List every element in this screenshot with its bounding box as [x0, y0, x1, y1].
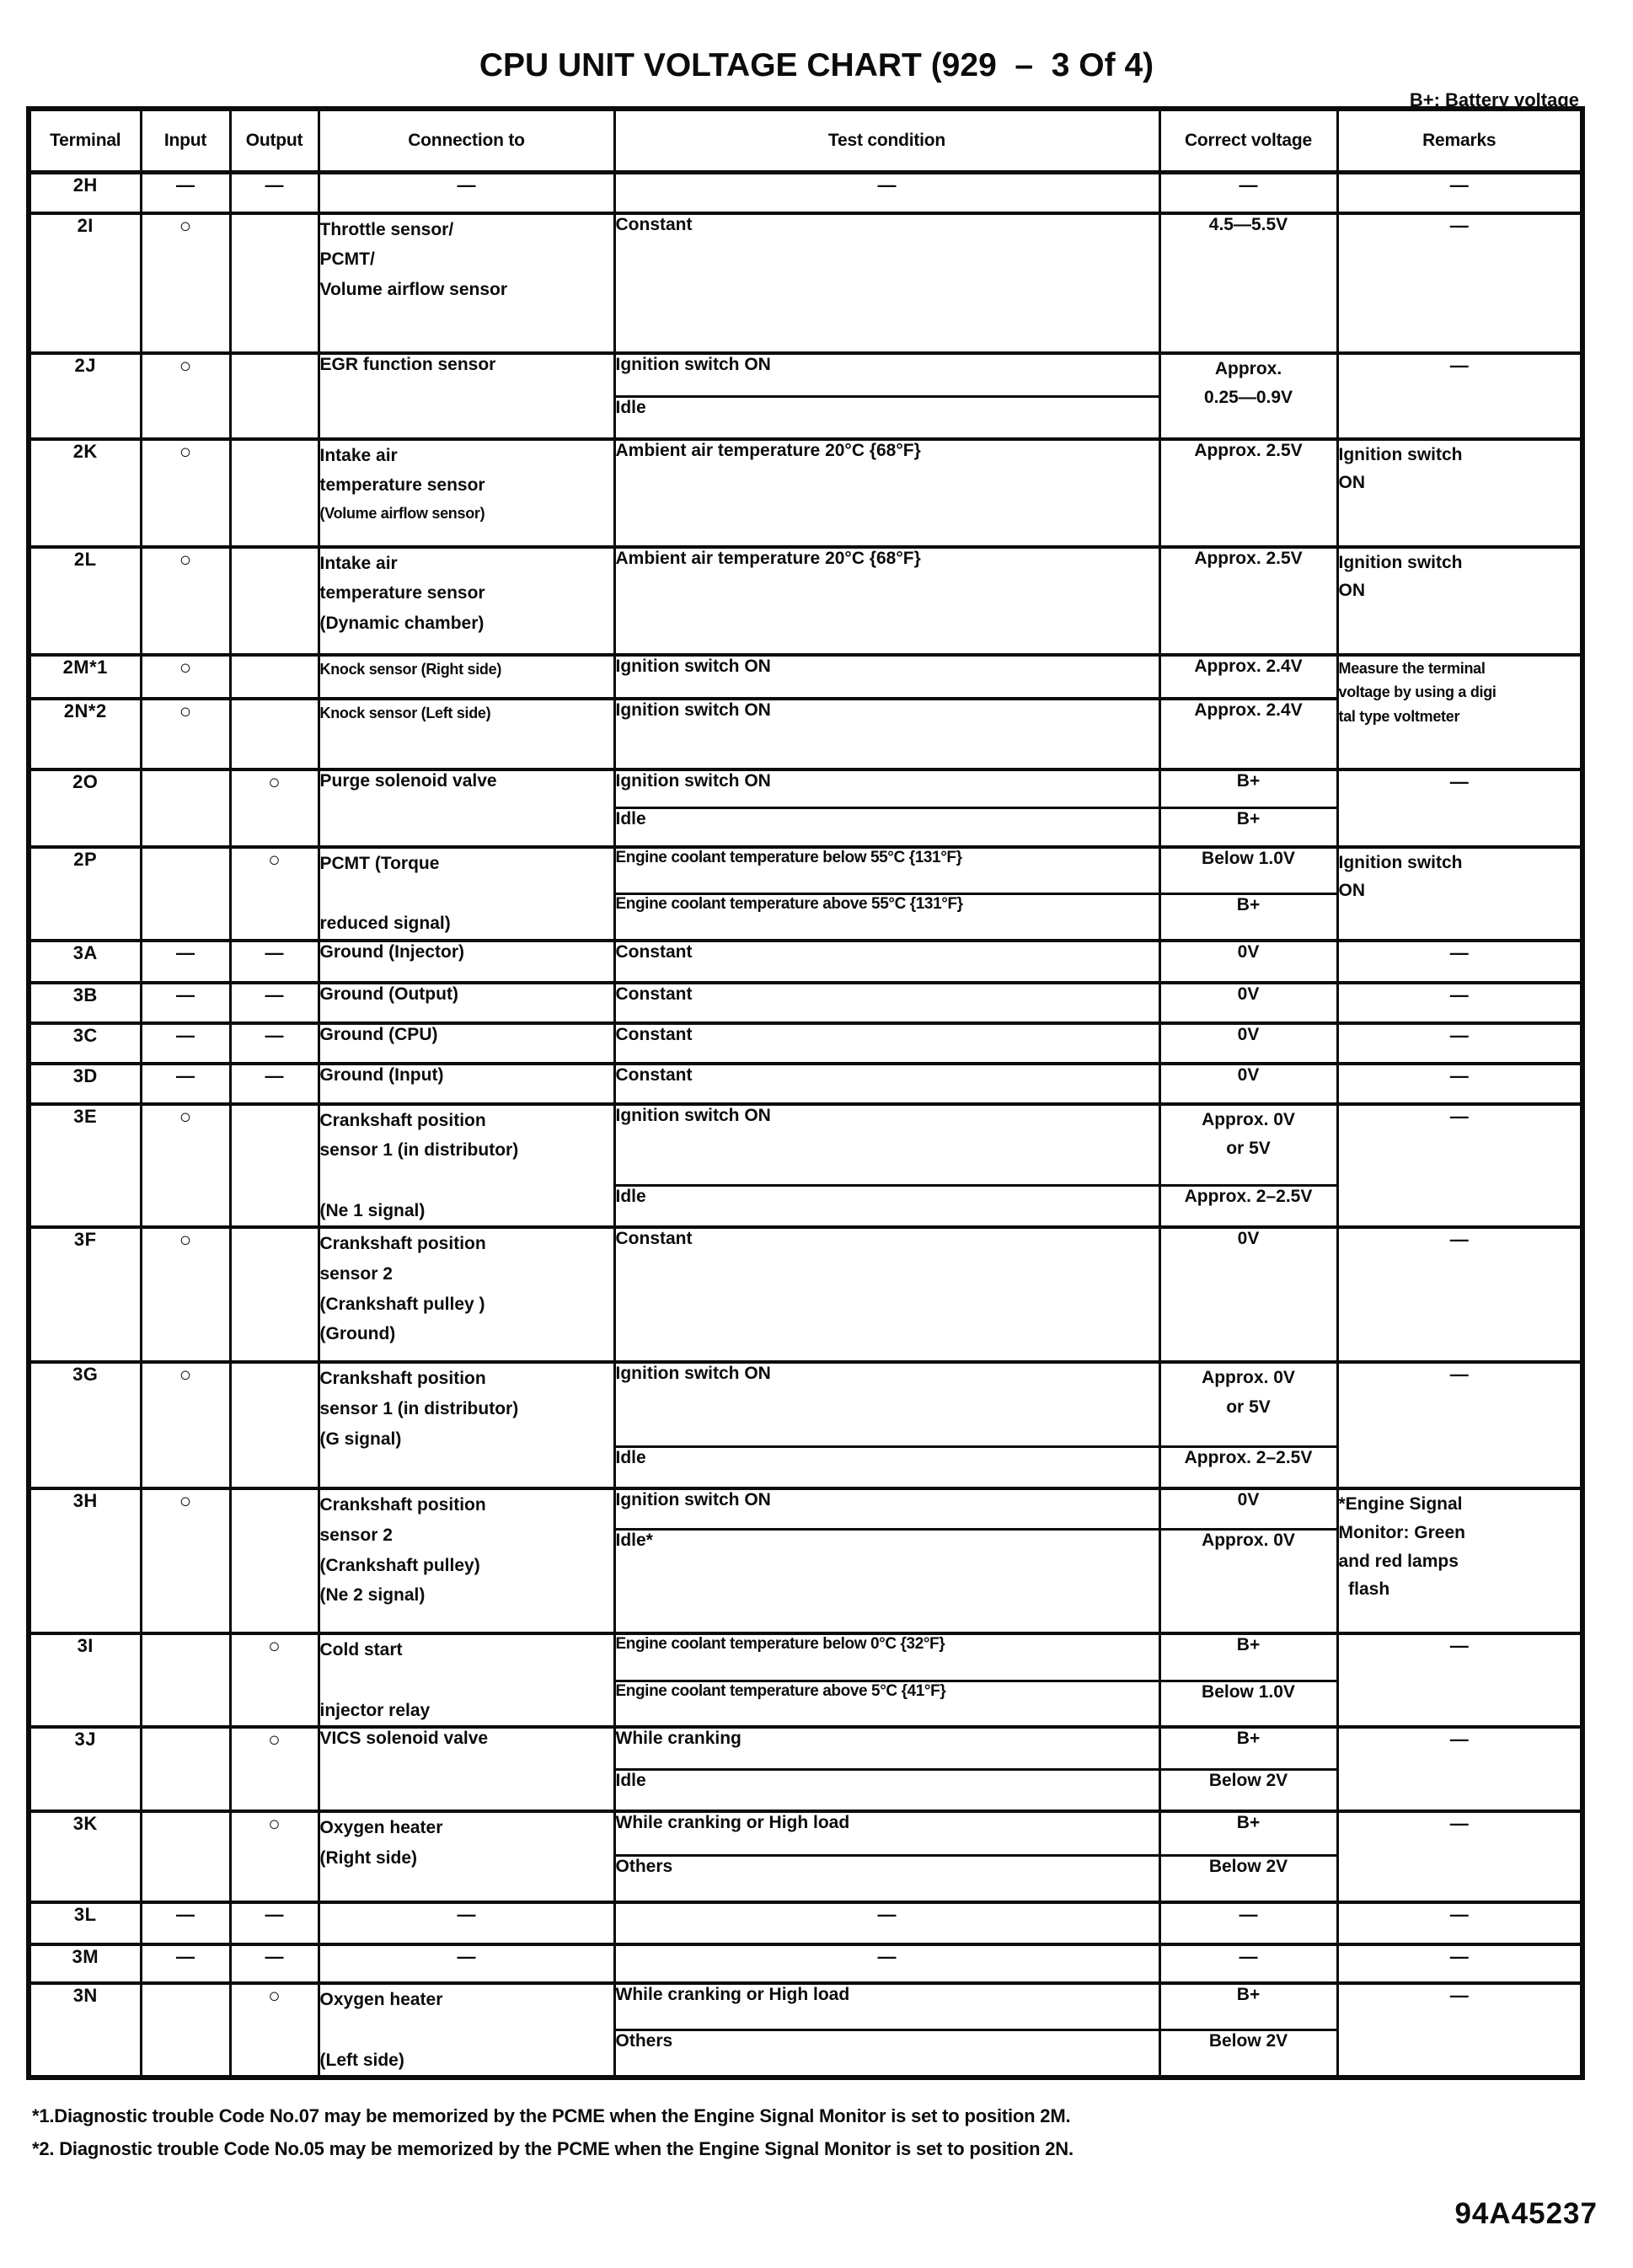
connection-cell [319, 1227, 614, 1362]
table-row [29, 1633, 1582, 1681]
table-row [29, 1227, 1582, 1362]
voltage-cell: 0V [1159, 1023, 1337, 1064]
col-header-correct-voltage: Correct voltage [1159, 109, 1337, 173]
cell-line: or 5V [1226, 1139, 1271, 1159]
footnotes [32, 2105, 1633, 2160]
footnote-2: *2. Diagnostic trouble Code No.05 may be memorized by the PCME when the Engine Signal Monitor is set to position 2N. [32, 2138, 1073, 2160]
voltage-cell: Approx. 2.4V [1159, 699, 1337, 769]
input-mark-cell [141, 769, 230, 847]
cell-line: and red lamps [1338, 1551, 1459, 1571]
condition-cell: While cranking or High load [614, 1983, 1159, 2029]
output-mark-cell [230, 1488, 319, 1633]
remarks-cell: — [1337, 1902, 1582, 1944]
voltage-cell: 0V [1159, 1064, 1337, 1104]
cell-line: injector relay [319, 1700, 431, 1720]
cell-line: sensor 2 [319, 1264, 393, 1284]
condition-cell: Idle [614, 1446, 1159, 1488]
condition-cell: Constant [614, 1023, 1159, 1064]
voltage-cell [1159, 1104, 1337, 1186]
voltage-cell: B+ [1159, 893, 1337, 941]
voltage-cell: Below 2V [1159, 1769, 1337, 1811]
footnote-1: *1.Diagnostic trouble Code No.07 may be memorized by the PCME when the Engine Signal Monitor is set to position 2M. [32, 2105, 1071, 2127]
connection-cell: Ground (Input) [319, 1064, 614, 1104]
input-mark-cell: ○ [141, 655, 230, 699]
connection-cell: — [319, 173, 614, 213]
condition-cell: Others [614, 1855, 1159, 1902]
condition-cell: While cranking or High load [614, 1811, 1159, 1855]
output-mark-cell: ○ [230, 1811, 319, 1902]
cell-line: temperature sensor [319, 475, 485, 496]
condition-cell: Ignition switch ON [614, 1362, 1159, 1446]
output-mark-cell [230, 1104, 319, 1228]
condition-cell: Constant [614, 1227, 1159, 1362]
condition-cell: Engine coolant temperature below 0°C {32°F} [614, 1633, 1159, 1681]
connection-cell [319, 1104, 614, 1228]
voltage-cell: 0V [1159, 983, 1337, 1023]
cell-line: ON [1338, 473, 1365, 493]
remarks-cell: — [1337, 1227, 1582, 1362]
connection-cell [319, 1983, 614, 2078]
input-mark-cell: — [141, 941, 230, 983]
condition-cell: Ignition switch ON [614, 699, 1159, 769]
condition-cell: Ignition switch ON [614, 1488, 1159, 1529]
remarks-cell: — [1337, 1983, 1582, 2078]
cell-line: Volume airflow sensor [319, 279, 507, 299]
voltage-cell [1159, 353, 1337, 439]
connection-cell: — [319, 1902, 614, 1944]
voltage-table-body [29, 173, 1582, 2078]
output-mark-cell [230, 655, 319, 699]
cell-line: voltage by using a digi [1338, 684, 1496, 701]
table-row [29, 847, 1582, 894]
cell-line: Ignition switch [1338, 852, 1463, 872]
input-mark-cell [141, 1633, 230, 1727]
cell-line [320, 1665, 613, 1696]
condition-cell: — [614, 1944, 1159, 1983]
connection-cell: — [319, 1944, 614, 1983]
output-mark-cell: — [230, 1902, 319, 1944]
condition-cell: Others [614, 2029, 1159, 2078]
condition-cell: Idle [614, 397, 1159, 439]
input-mark-cell: ○ [141, 353, 230, 439]
cell-line: Throttle sensor/ [319, 219, 454, 239]
cell-line: PCMT/ [319, 249, 375, 270]
output-mark-cell [230, 699, 319, 769]
cell-line: (Right side) [319, 1848, 417, 1869]
condition-cell: — [614, 1902, 1159, 1944]
terminal-cell: 3B [29, 983, 141, 1023]
input-mark-cell: — [141, 173, 230, 213]
remarks-cell: — [1337, 1023, 1582, 1064]
table-row [29, 983, 1582, 1023]
remarks-cell: — [1337, 983, 1582, 1023]
cell-line: (Crankshaft pulley ) [319, 1294, 485, 1314]
cell-line: (Ne 2 signal) [319, 1585, 426, 1606]
terminal-cell: 3F [29, 1227, 141, 1362]
cell-line: Cold start [319, 1640, 403, 1660]
terminal-cell: 2I [29, 213, 141, 353]
remarks-cell [1337, 1488, 1582, 1633]
connection-cell: Ground (CPU) [319, 1023, 614, 1064]
cell-line [320, 1166, 613, 1196]
condition-cell: Idle [614, 808, 1159, 847]
cell-line: Crankshaft position [319, 1234, 486, 1254]
remarks-cell [1337, 847, 1582, 941]
output-mark-cell [230, 439, 319, 547]
connection-cell: Ground (Injector) [319, 941, 614, 983]
terminal-cell: 3J [29, 1727, 141, 1811]
cell-line: (Crankshaft pulley) [319, 1555, 480, 1575]
output-mark-cell: ○ [230, 1727, 319, 1811]
condition-cell: Ambient air temperature 20°C {68°F} [614, 439, 1159, 547]
input-mark-cell: ○ [141, 1488, 230, 1633]
cell-line: Knock sensor (Left side) [319, 704, 491, 721]
cell-line: Intake air [319, 445, 398, 465]
cell-line: sensor 1 (in distributor) [319, 1399, 519, 1418]
condition-cell: Constant [614, 1064, 1159, 1104]
input-mark-cell [141, 1983, 230, 2078]
remarks-cell: — [1337, 1362, 1582, 1488]
voltage-cell: 4.5—5.5V [1159, 213, 1337, 353]
cell-line: Crankshaft position [319, 1110, 486, 1130]
terminal-cell: 3H [29, 1488, 141, 1633]
input-mark-cell: ○ [141, 1362, 230, 1488]
terminal-cell: 2H [29, 173, 141, 213]
connection-cell [319, 439, 614, 547]
voltage-cell: B+ [1159, 1811, 1337, 1855]
cell-line: (Ground) [319, 1324, 396, 1344]
output-mark-cell: — [230, 1023, 319, 1064]
connection-cell: EGR function sensor [319, 353, 614, 439]
connection-cell: Ground (Output) [319, 983, 614, 1023]
condition-cell: While cranking [614, 1727, 1159, 1769]
remarks-cell [1337, 547, 1582, 655]
cell-line: sensor 1 (in distributor) [319, 1140, 519, 1161]
condition-cell: Idle* [614, 1529, 1159, 1633]
cell-line: flash [1338, 1579, 1390, 1600]
input-mark-cell: ○ [141, 547, 230, 655]
output-mark-cell: — [230, 173, 319, 213]
voltage-cell: B+ [1159, 1983, 1337, 2029]
terminal-cell: 3I [29, 1633, 141, 1727]
output-mark-cell [230, 1362, 319, 1488]
cell-line: reduced signal) [319, 913, 451, 933]
col-header-terminal: Terminal [29, 109, 141, 173]
voltage-cell: Approx. 2.5V [1159, 547, 1337, 655]
voltage-cell: Approx. 2–2.5V [1159, 1186, 1337, 1228]
remarks-cell: — [1337, 1727, 1582, 1811]
col-header-connection-to: Connection to [319, 109, 614, 173]
table-row [29, 213, 1582, 353]
output-mark-cell: — [230, 1944, 319, 1983]
remarks-cell: — [1337, 1811, 1582, 1902]
connection-cell [319, 655, 614, 699]
cell-line: Ignition switch [1338, 552, 1463, 572]
terminal-cell: 2O [29, 769, 141, 847]
terminal-cell: 3M [29, 1944, 141, 1983]
voltage-cell: 0V [1159, 1488, 1337, 1529]
remarks-cell: — [1337, 1064, 1582, 1104]
voltage-cell: B+ [1159, 1633, 1337, 1681]
header-row [29, 109, 1582, 173]
cell-line: or 5V [1226, 1397, 1271, 1417]
input-mark-cell: ○ [141, 213, 230, 353]
terminal-cell: 3E [29, 1104, 141, 1228]
input-mark-cell [141, 847, 230, 941]
table-row [29, 941, 1582, 983]
table-row [29, 439, 1582, 547]
cell-line: sensor 2 [319, 1525, 393, 1545]
condition-cell: Ambient air temperature 20°C {68°F} [614, 547, 1159, 655]
remarks-cell: — [1337, 769, 1582, 847]
table-row [29, 1488, 1582, 1529]
voltage-cell [1159, 1362, 1337, 1446]
terminal-cell: 2K [29, 439, 141, 547]
output-mark-cell [230, 353, 319, 439]
condition-cell: Engine coolant temperature above 5°C {41°F} [614, 1681, 1159, 1727]
voltage-cell: B+ [1159, 769, 1337, 808]
condition-cell: Constant [614, 983, 1159, 1023]
condition-cell: Engine coolant temperature below 55°C {131°F} [614, 847, 1159, 894]
voltage-cell: B+ [1159, 1727, 1337, 1769]
condition-cell: Ignition switch ON [614, 1104, 1159, 1186]
voltage-cell: — [1159, 1902, 1337, 1944]
voltage-cell: Approx. 0V [1159, 1529, 1337, 1633]
input-mark-cell: — [141, 983, 230, 1023]
voltage-cell: — [1159, 173, 1337, 213]
terminal-cell: 2P [29, 847, 141, 941]
terminal-cell: 3A [29, 941, 141, 983]
cell-line: *Engine Signal [1338, 1494, 1463, 1515]
table-row [29, 1104, 1582, 1186]
page-title: CPU UNIT VOLTAGE CHART (929 – 3 Of 4) [479, 47, 1154, 83]
table-row [29, 1362, 1582, 1446]
cell-line: (Volume airflow sensor) [319, 504, 485, 522]
cell-line: Intake air [319, 553, 398, 573]
cell-line: ON [1338, 581, 1365, 601]
input-mark-cell: ○ [141, 439, 230, 547]
remarks-cell: — [1337, 173, 1582, 213]
cell-line: Measure the terminal [1338, 659, 1486, 677]
terminal-cell: 3K [29, 1811, 141, 1902]
voltage-cell: Below 2V [1159, 1855, 1337, 1902]
cell-line: Approx. 0V [1202, 1109, 1295, 1129]
remarks-cell [1337, 439, 1582, 547]
condition-cell: — [614, 173, 1159, 213]
cell-line [320, 2015, 613, 2045]
table-row [29, 655, 1582, 699]
remarks-cell [1337, 655, 1582, 769]
output-mark-cell [230, 547, 319, 655]
voltage-cell: Below 1.0V [1159, 847, 1337, 894]
table-row [29, 353, 1582, 397]
voltage-cell: Approx. 2.5V [1159, 439, 1337, 547]
terminal-cell: 2M*1 [29, 655, 141, 699]
cell-line: Oxygen heater [319, 1818, 443, 1838]
terminal-cell: 3L [29, 1902, 141, 1944]
output-mark-cell: — [230, 983, 319, 1023]
table-row [29, 173, 1582, 213]
connection-cell [319, 1811, 614, 1902]
connection-cell [319, 547, 614, 655]
condition-cell: Constant [614, 213, 1159, 353]
cell-line: Approx. 0V [1202, 1368, 1295, 1388]
col-header-output: Output [230, 109, 319, 173]
cell-line: Oxygen heater [319, 1990, 443, 2010]
output-mark-cell: ○ [230, 1633, 319, 1727]
connection-cell: Purge solenoid valve [319, 769, 614, 847]
condition-cell: Ignition switch ON [614, 353, 1159, 397]
connection-cell [319, 213, 614, 353]
condition-cell: Constant [614, 941, 1159, 983]
cell-line: ON [1338, 881, 1365, 901]
cell-line: (G signal) [319, 1429, 402, 1449]
table-row [29, 1064, 1582, 1104]
col-header-test-condition: Test condition [614, 109, 1159, 173]
table-row [29, 1902, 1582, 1944]
input-mark-cell: — [141, 1064, 230, 1104]
col-header-input: Input [141, 109, 230, 173]
cell-line: Approx. [1214, 358, 1282, 378]
input-mark-cell: ○ [141, 1227, 230, 1362]
remarks-cell: — [1337, 213, 1582, 353]
connection-cell: VICS solenoid valve [319, 1727, 614, 1811]
output-mark-cell: ○ [230, 769, 319, 847]
cell-line: 0.25—0.9V [1203, 388, 1293, 408]
input-mark-cell: — [141, 1023, 230, 1064]
remarks-cell: — [1337, 353, 1582, 439]
cell-line: (Left side) [319, 2050, 404, 2070]
input-mark-cell: ○ [141, 699, 230, 769]
voltage-cell: B+ [1159, 808, 1337, 847]
voltage-cell: — [1159, 1944, 1337, 1983]
input-mark-cell: — [141, 1902, 230, 1944]
input-mark-cell: ○ [141, 1104, 230, 1228]
terminal-cell: 2J [29, 353, 141, 439]
condition-cell: Idle [614, 1186, 1159, 1228]
terminal-cell: 3D [29, 1064, 141, 1104]
output-mark-cell [230, 1227, 319, 1362]
cell-line: PCMT (Torque [319, 853, 440, 873]
output-mark-cell [230, 213, 319, 353]
terminal-cell: 3G [29, 1362, 141, 1488]
terminal-cell: 3N [29, 1983, 141, 2078]
battery-voltage-legend: B+: Battery voltage [1409, 89, 1579, 110]
output-mark-cell: — [230, 1064, 319, 1104]
input-mark-cell [141, 1811, 230, 1902]
table-row [29, 769, 1582, 808]
connection-cell [319, 1362, 614, 1488]
condition-cell: Ignition switch ON [614, 655, 1159, 699]
condition-cell: Ignition switch ON [614, 769, 1159, 808]
cell-line: (Ne 1 signal) [319, 1200, 426, 1220]
voltage-cell: Below 1.0V [1159, 1681, 1337, 1727]
connection-cell [319, 699, 614, 769]
input-mark-cell [141, 1727, 230, 1811]
input-mark-cell: — [141, 1944, 230, 1983]
remarks-cell: — [1337, 1944, 1582, 1983]
cell-line: temperature sensor [319, 583, 485, 603]
remarks-cell: — [1337, 941, 1582, 983]
table-row [29, 1727, 1582, 1769]
table-row [29, 1023, 1582, 1064]
remarks-cell: — [1337, 1633, 1582, 1727]
condition-cell: Idle [614, 1769, 1159, 1811]
connection-cell [319, 1633, 614, 1727]
voltage-cell: 0V [1159, 941, 1337, 983]
terminal-cell: 2N*2 [29, 699, 141, 769]
remarks-cell: — [1337, 1104, 1582, 1228]
voltage-cell: Approx. 2.4V [1159, 655, 1337, 699]
table-row [29, 1983, 1582, 2029]
table-header [29, 109, 1582, 173]
condition-cell: Engine coolant temperature above 55°C {131°F} [614, 893, 1159, 941]
col-header-remarks: Remarks [1337, 109, 1582, 173]
cell-line: Knock sensor (Right side) [319, 660, 502, 678]
cell-line: Crankshaft position [319, 1369, 486, 1389]
cell-line: Crankshaft position [319, 1495, 486, 1515]
terminal-cell: 2L [29, 547, 141, 655]
table-row [29, 1944, 1582, 1983]
terminal-cell: 3C [29, 1023, 141, 1064]
table-row [29, 547, 1582, 655]
voltage-chart-table [26, 106, 1585, 2080]
cell-line: Monitor: Green [1338, 1522, 1465, 1542]
cell-line: (Dynamic chamber) [319, 613, 485, 633]
connection-cell [319, 847, 614, 941]
output-mark-cell: ○ [230, 1983, 319, 2078]
cell-line: Ignition switch [1338, 444, 1463, 464]
table-row [29, 1811, 1582, 1855]
voltage-cell: Below 2V [1159, 2029, 1337, 2078]
cell-line [320, 878, 613, 909]
connection-cell [319, 1488, 614, 1633]
document-code: 94A45237 [1454, 2197, 1598, 2230]
voltage-cell: 0V [1159, 1227, 1337, 1362]
output-mark-cell: ○ [230, 847, 319, 941]
output-mark-cell: — [230, 941, 319, 983]
cell-line: tal type voltmeter [1338, 708, 1460, 726]
voltage-cell: Approx. 2–2.5V [1159, 1446, 1337, 1488]
